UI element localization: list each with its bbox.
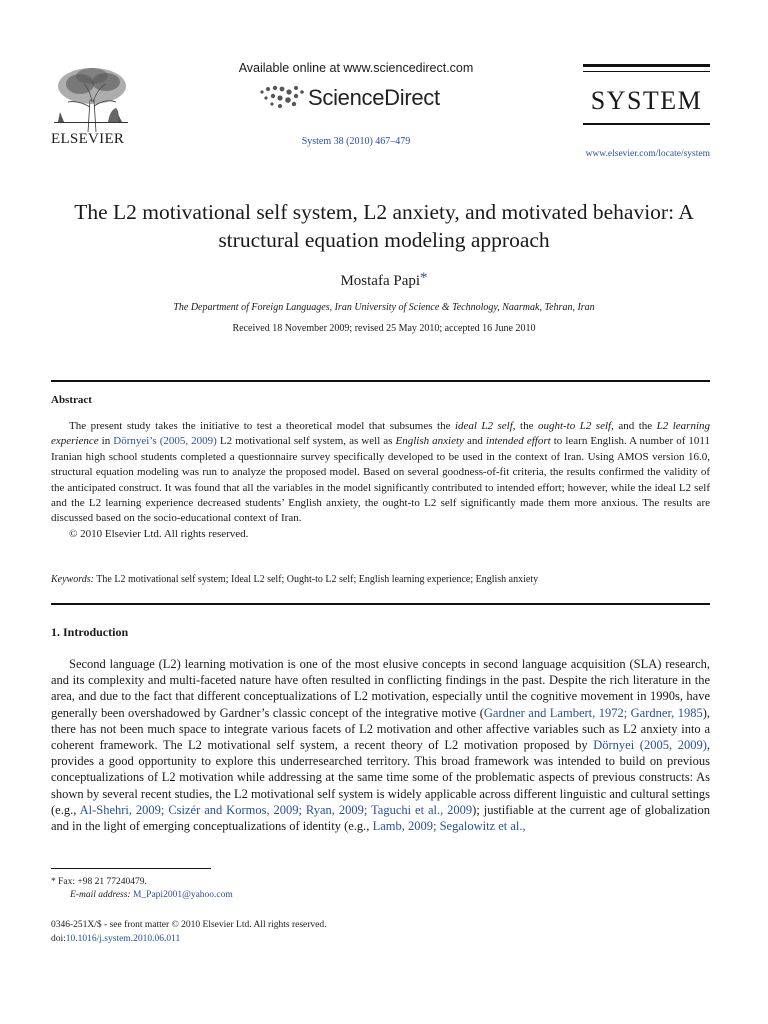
intro-text: Second language (L2) learning motivation is one of the most elusive concepts in second language acquisition (SLA) research, and its complexity and multi-faceted nature have often resulted in conflicting findings in the past. Despite the rich literature in the area, and due to the fact that different conceptualizations of L2 motivation, especially until the cognitive movement in 1990s, have generally been overshadowed by Gardner’s classic concept of the integrative motive ( <box>51 657 710 720</box>
intro-text: ); justifiable at the current age of globalization and in the light of emerging conceptualizations of identity (e.g., <box>51 802 710 834</box>
footnote-email <box>70 890 233 900</box>
abstract-text: , the <box>512 420 538 432</box>
author-name: Mostafa Papi <box>340 273 421 289</box>
sciencedirect-wordmark: ScienceDirect <box>308 85 440 110</box>
doi-line <box>51 934 180 944</box>
abstract-text: The present study takes the initiative to test a theoretical model that subsumes the <box>69 420 455 432</box>
abstract-reference-link[interactable]: Dörnyei’s (2005, 2009) <box>113 435 217 448</box>
front-matter-line: 0346-251X/$ - see front matter © 2010 Elsevier Ltd. All rights reserved. <box>51 920 327 930</box>
abstract-italic-term: English anxiety <box>395 435 464 448</box>
abstract-text: L2 motivational self system, as well as <box>216 435 396 448</box>
email-label: E-mail address: <box>70 890 131 900</box>
intro-text: ), there has not been much space to integrate various facets of L2 motivation and other affective variables such as L2 anxiety into a coherent framework. The L2 motivational self system, a recent theory of L2 motivation proposed by <box>51 705 710 753</box>
abstract-italic-term: intended effort <box>485 435 551 448</box>
doi-link[interactable]: 10.1016/j.system.2010.06.011 <box>65 934 181 944</box>
email-link[interactable]: M_Papi2001@yahoo.com <box>132 890 233 900</box>
abstract-top-rule <box>51 380 710 382</box>
section-heading-introduction: 1. Introduction <box>51 625 129 639</box>
abstract-body <box>51 419 710 542</box>
author-affiliation: The Department of Foreign Languages, Iran University of Science & Technology, Naarmak, Tehran, Iran <box>173 302 595 313</box>
sciencedirect-dots-icon <box>258 84 308 110</box>
introduction-body <box>51 656 710 834</box>
sciencedirect-logo <box>258 84 458 114</box>
publisher-name: ELSEVIER <box>51 131 125 147</box>
journal-rule-top <box>583 64 710 67</box>
footnote-rule <box>51 868 211 869</box>
journal-rule-bottom <box>583 123 710 125</box>
abstract-text: and <box>463 435 486 448</box>
author-footnote-mark[interactable]: * <box>420 270 428 286</box>
intro-text: , provides a good opportunity to explore this underresearched territory. This broad framework was intended to build on previous conceptualizations of L2 motivation while addressing at the same time some of the problematic aspects of previous constructs: As shown by several recent studies, the L2 motivational self system is widely applicable across different linguistic and cultural settings (e.g., <box>51 738 710 817</box>
journal-rule-top-thin <box>583 71 710 72</box>
intro-citation-link[interactable]: Gardner and Lambert, 1972; Gardner, 1985 <box>483 705 703 720</box>
intro-citation-link[interactable]: Al-Shehri, 2009; Csizér and Kormos, 2009; Ryan, 2009; Taguchi et al., 2009 <box>79 802 473 817</box>
intro-citation-link[interactable]: Lamb, 2009; Segalowitz et al., <box>372 819 526 834</box>
intro-citation-link[interactable]: Dörnyei (2005, 2009) <box>593 738 707 753</box>
keywords-text: The L2 motivational self system; Ideal L2 self; Ought-to L2 self; English learning experience; English anxiety <box>93 574 539 585</box>
abstract-italic-term: ideal L2 self <box>454 420 513 432</box>
abstract-text: to learn English. A number of 1011 Iranian high school students completed a questionnaire survey specifically developed to be used in the context of Iran. Using AMOS version 16.0, structural equation modeling was run to analyze the proposed model. Based on several goodness-of-fit criteria, the results confirmed the validity of the anticipated construct. It was found that all the variables in the model significantly contributed to intended effort; however, while the ideal L2 self and the L2 learning experience decreased students’ English anxiety, the ought-to L2 self significantly made them more anxious. The results are discussed based on the socio-educational context of Iran. <box>51 435 710 525</box>
keywords-line <box>51 574 710 585</box>
received-dates: Received 18 November 2009; revised 25 May 2010; accepted 16 June 2010 <box>232 323 536 334</box>
abstract-text: , and the <box>611 420 657 432</box>
introduction-paragraph <box>51 656 710 834</box>
abstract-text: in <box>98 435 114 448</box>
keywords-label: Keywords: <box>51 574 94 585</box>
journal-citation-link[interactable]: System 38 (2010) 467–479 <box>301 136 411 147</box>
abstract-italic-term: ought-to L2 self <box>537 420 612 432</box>
doi-label: doi: <box>51 934 66 944</box>
footnote-fax: * Fax: +98 21 77240479. <box>51 877 147 887</box>
abstract-copyright: © 2010 Elsevier Ltd. All rights reserved. <box>69 527 249 540</box>
abstract-bottom-rule <box>51 603 710 605</box>
abstract-paragraph <box>51 419 710 527</box>
journal-name: SYSTEM <box>590 86 703 115</box>
abstract-italic-term: L2 learning experience <box>51 420 710 448</box>
available-online-text: Available online at www.sciencedirect.com <box>238 61 474 75</box>
abstract-heading: Abstract <box>51 394 92 406</box>
author-line <box>0 270 768 290</box>
journal-url-link[interactable]: www.elsevier.com/locate/system <box>585 149 710 159</box>
article-title: The L2 motivational self system, L2 anxiety, and motivated behavior: A structural equation modeling approach <box>74 200 694 252</box>
